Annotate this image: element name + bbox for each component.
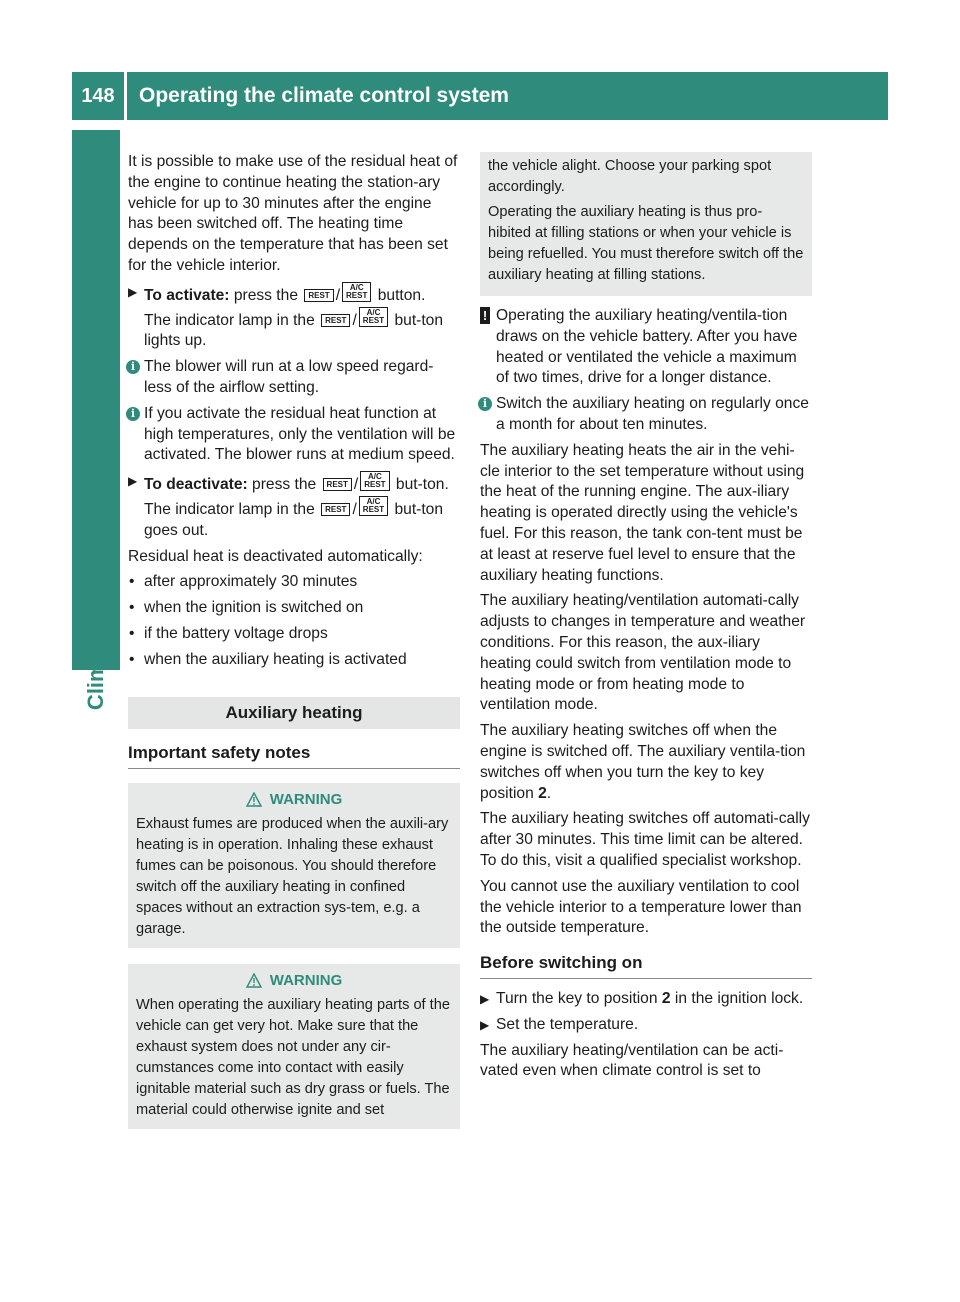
warning-title <box>136 789 452 810</box>
rest-key-icon: REST <box>321 503 350 516</box>
paragraph: The auxiliary heating/ventilation automati-cally adjusts to changes in temperature and weather conditions. For this reason, the aux-iliary heating could switch from ventilation mode to heating mode or from heating mode to ventilation mode. <box>480 592 806 714</box>
paragraph <box>480 721 812 804</box>
warning-box <box>128 964 460 1129</box>
key-position: 2 <box>661 989 671 1007</box>
caution-note <box>480 306 812 389</box>
ac-key-bottom: REST <box>362 504 385 514</box>
ac-key-bottom: REST <box>364 480 386 490</box>
ac-key-icon <box>359 496 388 516</box>
deactivate-text-pre: press the <box>252 476 317 494</box>
warning-title <box>136 970 452 991</box>
activate-line2-pre: The indicator lamp in the <box>144 311 315 329</box>
paragraph: The auxiliary heating switches off automati-cally after 30 minutes. This time limit can be altered. To do this, visit a qualified specialist workshop. <box>480 810 810 869</box>
list-item <box>128 598 460 619</box>
ac-key-icon <box>342 282 371 302</box>
intro-paragraph: It is possible to make use of the residual heat of the engine to continue heating the station-ary vehicle for up to 30 minutes after the engine has been switched off. The heating time depends on the temperature that has been set for the vehicle interior. <box>128 153 458 274</box>
deactivate-step: ▶ To deactivate: press the REST / A/C REST but-ton. The indicator lamp in the REST / A/C REST but-ton goes out. <box>128 472 449 539</box>
info-note <box>128 357 460 399</box>
list-item <box>128 624 460 645</box>
step-text: Set the temperature. <box>496 1015 639 1033</box>
bullet-icon: • <box>129 573 135 591</box>
ac-key-top: A/C <box>366 307 381 317</box>
paragraph: The auxiliary heating heats the air in the vehi-cle interior to the set temperature without using the heat of the running engine. The aux-iliary heating is operated directly using the vehicle's fuel. For this reason, the tank con-tent must be at least at reserve fuel level to ensure that the auxiliary heating functions. <box>480 441 805 584</box>
paragraph-text: . <box>546 784 552 802</box>
list-item-text: when the ignition is switched on <box>144 599 364 617</box>
ac-key-bottom: REST <box>362 315 385 325</box>
warning-triangle-icon <box>246 973 262 988</box>
ac-key-icon <box>359 307 388 327</box>
rest-key-icon: REST <box>304 289 333 302</box>
warning-box <box>128 783 460 948</box>
key-position: 2 <box>538 784 547 802</box>
rest-key-icon: REST <box>321 314 350 327</box>
deactivate-line2-pre: The indicator lamp in the <box>144 500 315 518</box>
activate-step: ▶ To activate: press the REST / A/C REST button. The indicator lamp in the REST / A/C REST but-ton lights up. <box>128 282 444 350</box>
auto-off-intro: Residual heat is deactivated automatically: <box>128 547 423 565</box>
activate-label: To activate: <box>144 286 230 304</box>
left-column <box>128 152 460 1129</box>
step-text: Turn the key to position <box>496 989 658 1007</box>
caution-icon: ! <box>480 307 490 324</box>
info-text: The blower will run at a low speed regard-less of the airflow setting. <box>144 358 434 396</box>
paragraph-text: The auxiliary heating switches off when the engine is switched off. The auxiliary ventila-tion switches off when you turn the key to key position <box>480 722 806 802</box>
right-column <box>480 152 812 1087</box>
list-item-text: when the auxiliary heating is activated <box>144 650 407 668</box>
info-icon: i <box>126 407 140 421</box>
warning-text: When operating the auxiliary heating parts of the vehicle can get very hot. Make sure that the exhaust system does not under any cir-cumstances come into contact with easily ignitable material such as dry grass or fuels. The material could otherwise ignite and set <box>136 997 450 1119</box>
ac-key-top: A/C <box>368 472 382 482</box>
rest-key-icon: REST <box>323 478 352 491</box>
step-arrow-icon: ▶ <box>480 1017 490 1032</box>
list-item-text: after approximately 30 minutes <box>144 573 358 591</box>
step-arrow-icon: ▶ <box>128 284 138 299</box>
step-arrow-icon: ▶ <box>480 991 490 1006</box>
info-icon: i <box>478 397 492 411</box>
warning-label: WARNING <box>269 791 343 809</box>
activate-text-post: button. <box>377 286 426 304</box>
bullet-icon: • <box>129 624 135 642</box>
activate-line2-post: but-ton lights up. <box>144 311 444 350</box>
info-text: If you activate the residual heat function at high temperatures, only the ventilation will be activated. The blower runs at medium speed. <box>144 404 456 464</box>
subsection-heading: Before switching on <box>480 947 812 979</box>
info-note <box>480 394 812 436</box>
info-note <box>128 404 460 466</box>
warning-triangle-icon <box>246 792 262 807</box>
list-item <box>128 572 460 593</box>
instruction-step <box>480 1015 812 1036</box>
section-heading: Auxiliary heating <box>128 697 460 730</box>
step-text: in the ignition lock. <box>674 989 804 1007</box>
ac-key-top: A/C <box>349 282 364 292</box>
ac-key-top: A/C <box>366 496 381 506</box>
step-arrow-icon: ▶ <box>128 474 138 489</box>
page-title: Operating the climate control system <box>127 72 888 120</box>
activate-text-pre: press the <box>233 286 298 304</box>
list-item-text: if the battery voltage drops <box>144 624 328 642</box>
deactivate-label: To deactivate: <box>144 476 248 494</box>
paragraph: The auxiliary heating/ventilation can be acti-vated even when climate control is set to <box>480 1041 784 1080</box>
subsection-heading: Important safety notes <box>128 737 460 769</box>
list-item <box>128 650 460 671</box>
warning-text: Operating the auxiliary heating is thus pro-hibited at filling stations or when your vehicle is being refuelled. You must therefore switch off the auxiliary heating at filling stations. <box>488 204 804 283</box>
ac-key-icon <box>360 471 389 491</box>
paragraph: You cannot use the auxiliary ventilation to cool the vehicle interior to a temperature lower than the outside temperature. <box>480 877 802 937</box>
deactivate-text-post: but-ton. <box>395 476 449 494</box>
warning-label: WARNING <box>269 972 343 990</box>
ac-key-bottom: REST <box>346 290 368 300</box>
deactivate-line2-post: but-ton goes out. <box>144 500 444 539</box>
side-section-label: Climate control <box>83 549 108 711</box>
page-header <box>72 72 888 120</box>
warning-text: Exhaust fumes are produced when the auxili-ary heating is in operation. Inhaling these exhaust fumes can be poisonous. You should therefore switch off the auxiliary heating in confined spaces without an extraction sys-tem, e.g. a garage. <box>136 816 449 938</box>
caution-text: Operating the auxiliary heating/ventila-tion draws on the vehicle battery. After you have heated or ventilated the vehicle a maximum of two times, drive for a longer distance. <box>496 307 798 387</box>
info-text: Switch the auxiliary heating on regularly once a month for about ten minutes. <box>496 395 809 433</box>
bullet-icon: • <box>129 650 135 668</box>
instruction-step <box>480 989 812 1010</box>
warning-text: the vehicle alight. Choose your parking spot accordingly. <box>488 158 772 195</box>
warning-box-continued <box>480 152 812 296</box>
info-icon: i <box>126 360 140 374</box>
page-number: 148 <box>72 72 124 120</box>
bullet-icon: • <box>129 599 135 617</box>
